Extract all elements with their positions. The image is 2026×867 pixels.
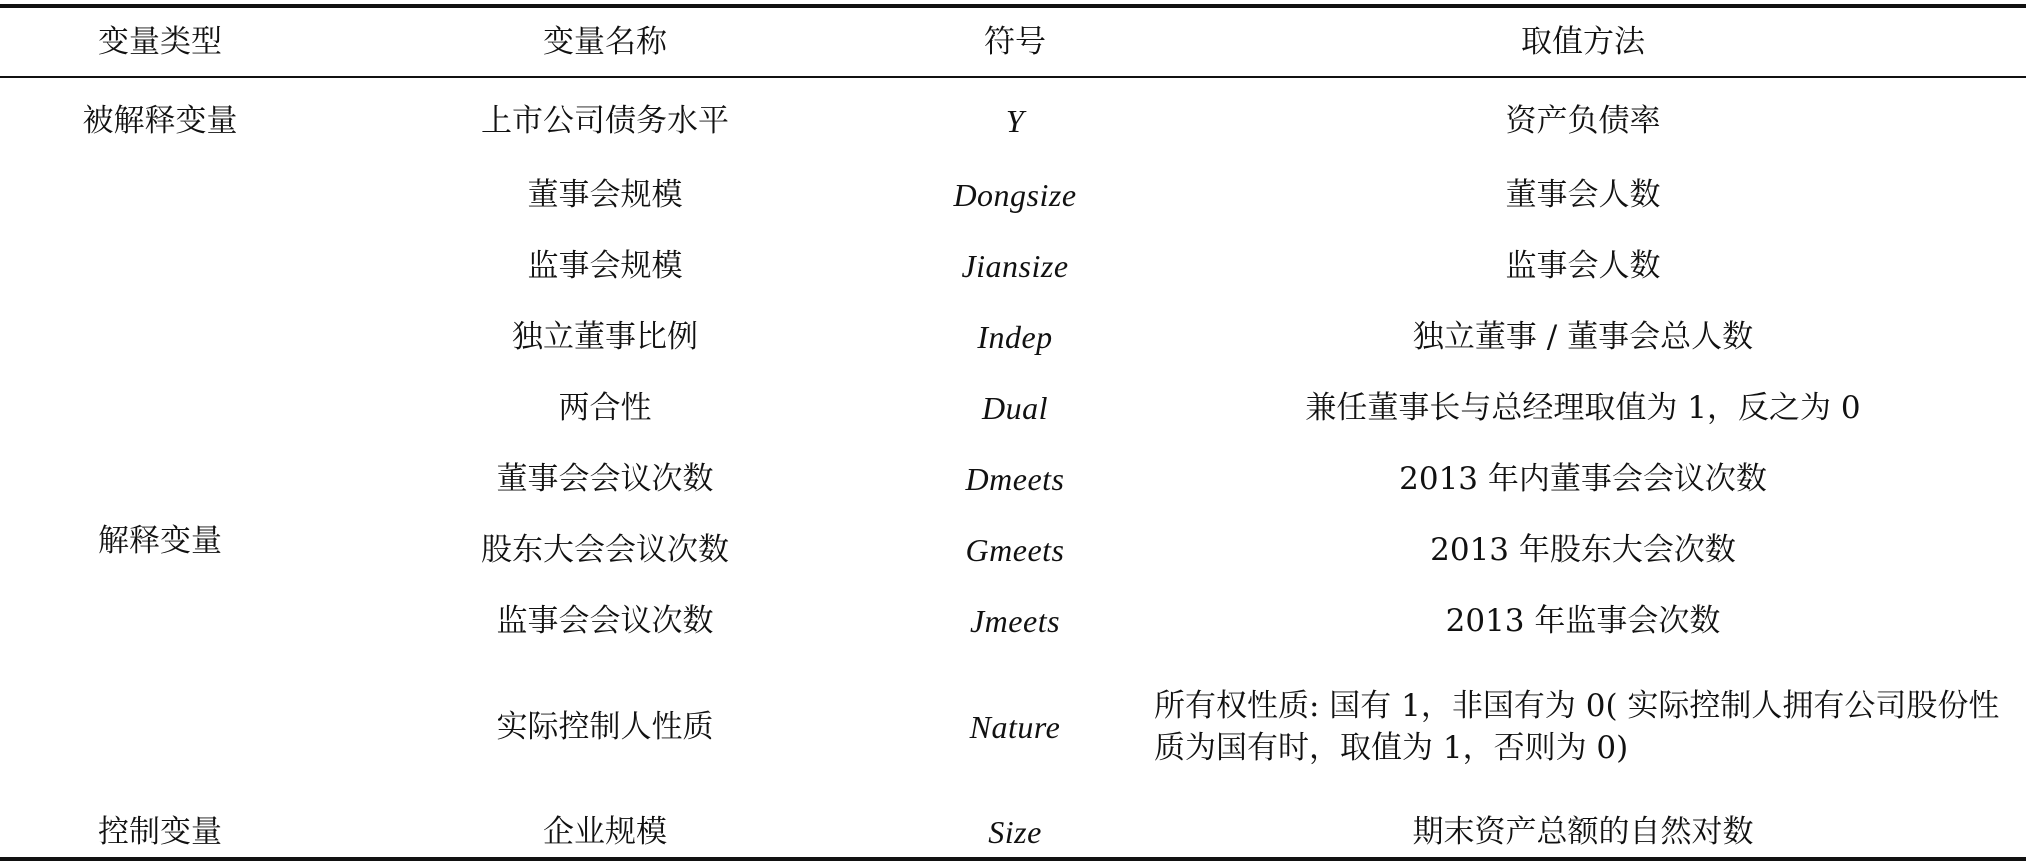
table-row	[0, 585, 2026, 656]
cell-variable-type	[0, 585, 320, 656]
cell-symbol: Size	[988, 814, 1042, 850]
table-row	[0, 514, 2026, 585]
cell-symbol: Dmeets	[965, 460, 1065, 497]
cell-symbol: Dual	[982, 389, 1048, 426]
cell-value-method: 所有权性质: 国有 1，非国有为 0( 实际控制人拥有公司股份性质为国有时，取值为 1，否则为 0)	[1154, 688, 2000, 766]
cell-variable-type	[0, 230, 320, 301]
table-row	[0, 656, 2026, 798]
cell-variable-name: 实际控制人性质	[496, 709, 714, 745]
cell-symbol: Gmeets	[965, 531, 1065, 568]
header-variable-type: 变量类型	[98, 24, 222, 60]
cell-variable-name: 监事会会议次数	[496, 602, 714, 639]
cell-symbol: Jiansize	[961, 247, 1069, 284]
cell-value-method: 2013 年监事会次数	[1445, 602, 1721, 639]
cell-symbol: Indep	[977, 318, 1053, 355]
table-row	[0, 443, 2026, 514]
cell-value-method: 2013 年内董事会会议次数	[1399, 460, 1767, 497]
cell-variable-type	[0, 301, 320, 372]
cell-variable-name: 董事会会议次数	[496, 460, 714, 497]
table-header-row	[0, 8, 2026, 76]
cell-value-method: 监事会人数	[1505, 247, 1661, 284]
header-variable-name: 变量名称	[543, 24, 667, 60]
cell-variable-name: 股东大会会议次数	[481, 531, 729, 568]
category-label: 解释变量	[98, 523, 222, 559]
cell-value-method: 独立董事 / 董事会总人数	[1412, 318, 1754, 355]
cell-value-method: 资产负债率	[1505, 102, 1661, 139]
cell-variable-name: 监事会规模	[527, 247, 683, 284]
table-row	[0, 230, 2026, 301]
cell-variable-type	[0, 443, 320, 514]
variable-definition-table	[0, 8, 2026, 866]
table-row	[0, 798, 2026, 866]
cell-variable-type	[0, 656, 320, 798]
cell-variable-name: 董事会规模	[527, 176, 683, 213]
cell-variable-type	[0, 372, 320, 443]
cell-variable-name: 两合性	[558, 389, 652, 426]
cell-value-method: 兼任董事长与总经理取值为 1，反之为 0	[1305, 389, 1861, 426]
cell-value-method: 2013 年股东大会次数	[1430, 531, 1736, 568]
cell-value-method: 期末资产总额的自然对数	[1412, 814, 1754, 850]
cell-symbol: Jmeets	[969, 602, 1061, 639]
table-row	[0, 301, 2026, 372]
cell-variable-type: 被解释变量	[82, 102, 238, 139]
cell-value-method: 董事会人数	[1505, 176, 1661, 213]
table-row	[0, 372, 2026, 443]
cell-symbol: Y	[1005, 102, 1025, 139]
header-symbol: 符号	[984, 24, 1046, 60]
table-row	[0, 76, 2026, 159]
cell-variable-name: 独立董事比例	[512, 318, 698, 355]
cell-variable-name: 上市公司债务水平	[481, 102, 729, 139]
header-value-method: 取值方法	[1521, 24, 1645, 60]
cell-variable-type	[0, 159, 320, 230]
cell-variable-type: 控制变量	[98, 814, 222, 850]
cell-variable-name: 企业规模	[543, 814, 667, 850]
cell-symbol: Nature	[969, 709, 1061, 745]
table-row	[0, 159, 2026, 230]
cell-symbol: Dongsize	[953, 176, 1077, 213]
cell-variable-type	[0, 514, 320, 585]
